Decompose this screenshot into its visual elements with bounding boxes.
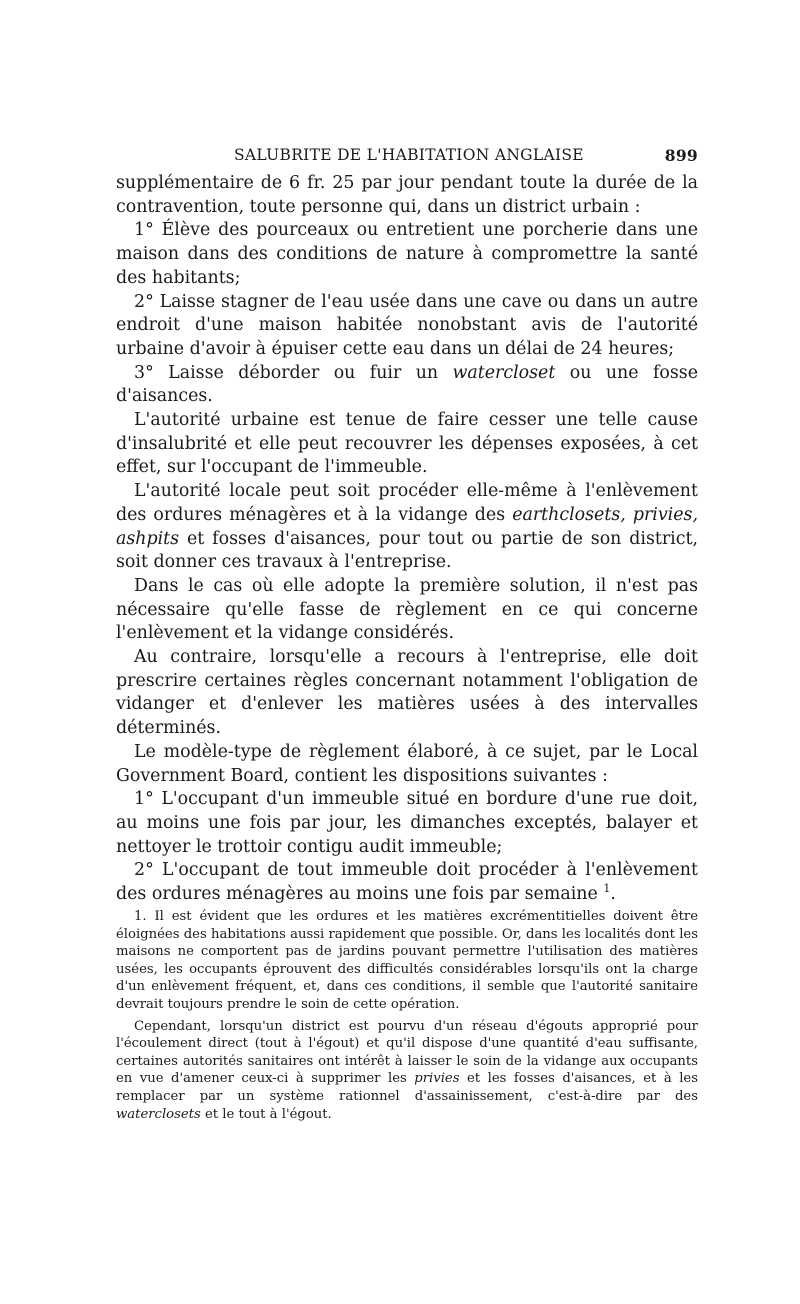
paragraph-4-text-b: ou une fosse d'aisances.	[116, 362, 698, 407]
paragraph-6-emphasis: earthclosets, privies, ashpits	[116, 504, 698, 549]
footnote-emphasis-waterclosets: waterclosets	[116, 1106, 201, 1122]
paragraph-6-text-a: L'autorité locale peut soit procéder elle-même à l'enlèvement des ordures ménagères et à la vidange des	[116, 481, 698, 525]
paragraph-9: Le modèle-type de règlement élaboré, à ce sujet, par le Local Government Board, contient les dispositions suivantes :	[116, 741, 698, 786]
footnote-text-a: Cependant, lorsqu'un district est pourvu d'un réseau d'égouts approprié pour l'écoulement direct (tout à l'égout) et qu'il dispose d'une quantité d'eau suffisante, certaines autorités sanitaires ont intérêt à laisser le soin de la vidange aux occupants en vue d'amener ceux-ci à supprimer les	[116, 1018, 698, 1087]
footnote-1: 1. Il est évident que les ordures et les matières excrémentitielles doivent être éloignées des habitations aussi rapidement que possible. Or, dans les localités dont les maisons ne comportent pas de jardins pouvant permettre l'utilisation des matières usées, les occupants éprouvent des difficultés considérables lorsqu'ils ont la charge d'un enlèvement fréquent, et, dans ces conditions, il semble que l'autorité sanitaire devrait toujours prendre le soin de cette opération.	[116, 909, 698, 1012]
paragraph-5: L'autorité urbaine est tenue de faire cesser une telle cause d'insalubrité et elle peut recouvrer les dépenses exposées, à cet effet, sur l'occupant de l'immeuble.	[116, 410, 698, 478]
paragraph-6	[116, 480, 698, 575]
footnote-emphasis-privies: privies	[414, 1071, 460, 1087]
footnotes	[116, 908, 698, 1127]
footnote-text-c: et le tout à l'égout.	[200, 1106, 332, 1122]
paragraph-1: supplémentaire de 6 fr. 25 par jour pendant toute la durée de la contravention, toute personne qui, dans un district urbain :	[116, 173, 698, 217]
paragraph-4-text-a: 3° Laisse déborder ou fuir un	[134, 362, 453, 383]
paragraph-11	[116, 859, 698, 906]
paragraph-11-end: .	[610, 884, 616, 905]
paragraph-10: 1° L'occupant d'un immeuble situé en bordure d'une rue doit, au moins une fois par jour, les dimanches exceptés, balayer et nettoyer le trottoir contigu audit immeuble;	[116, 789, 698, 857]
paragraph-7: Dans le cas où elle adopte la première solution, il n'est pas nécessaire qu'elle fasse de règlement en ce qui concerne l'enlèvement et la vidange considérés.	[116, 575, 698, 644]
footnote-1-continued	[116, 1018, 698, 1124]
body-text	[116, 172, 698, 907]
paragraph-6-text-b: et fosses d'aisances, pour tout ou partie de son district, soit donner ces travaux à l'entreprise.	[116, 528, 698, 573]
footnote-reference: 1	[603, 882, 611, 896]
paragraph-8: Au contraire, lorsqu'elle a recours à l'entreprise, elle doit prescrire certaines règles concernant notamment l'obligation de vidanger et d'enlever les matières usées à des intervalles déterminés.	[116, 647, 698, 739]
page-number: 899	[664, 146, 698, 165]
running-head-title: SALUBRITE DE L'HABITATION ANGLAISE	[234, 146, 584, 164]
paragraph-3: 2° Laisse stagner de l'eau usée dans une cave ou dans un autre endroit d'une maison habitée nonobstant avis de l'autorité urbaine d'avoir à épuiser cette eau dans un délai de 24 heures;	[116, 291, 698, 359]
footnote-text-b: et les fosses d'aisances, et à les remplacer par un système rationnel d'assainissement, c'est-à-dire par des	[116, 1071, 699, 1104]
paragraph-2: 1° Élève des pourceaux ou entretient une porcherie dans une maison dans des conditions de nature à compromettre la santé des habitants;	[116, 220, 698, 288]
page	[116, 142, 698, 907]
paragraph-11-text: 2° L'occupant de tout immeuble doit procéder à l'enlèvement des ordures ménagères au moins une fois par semaine	[116, 860, 698, 905]
running-head	[116, 142, 698, 168]
paragraph-4	[116, 362, 698, 409]
paragraph-4-emphasis: watercloset	[452, 362, 556, 383]
